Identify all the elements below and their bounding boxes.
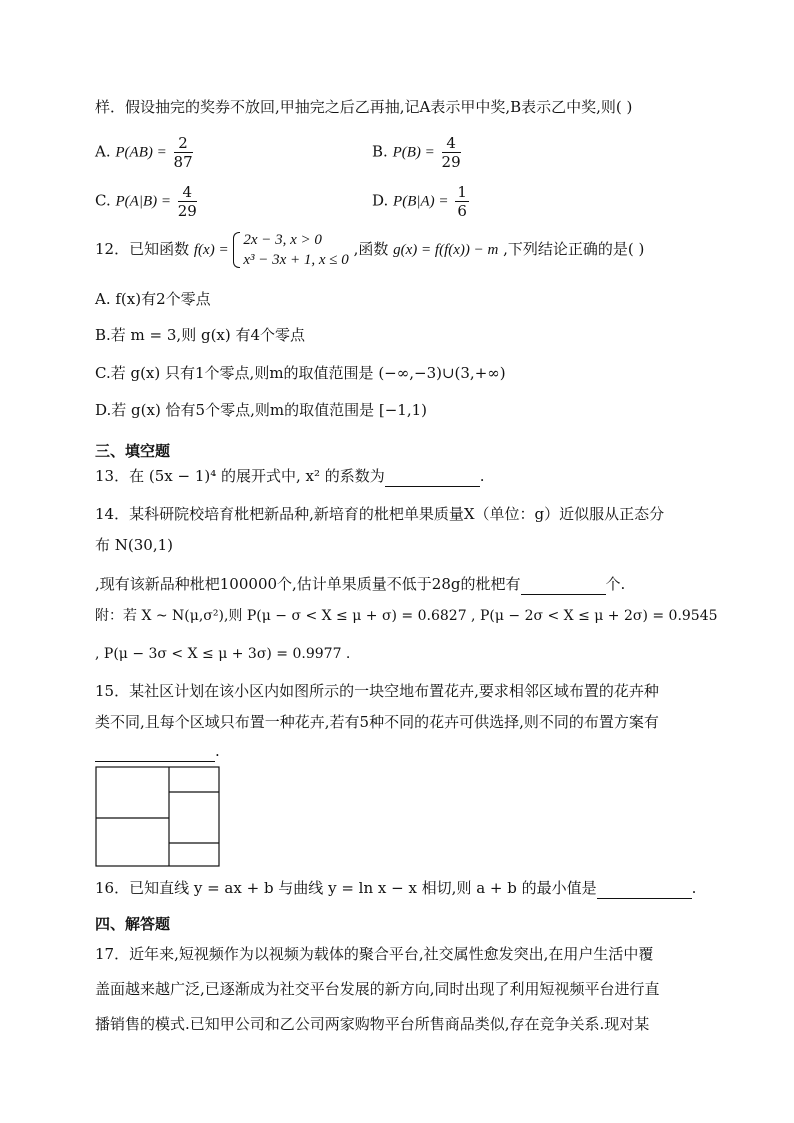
q12-prefix: 12．已知函数: [95, 240, 190, 258]
region-outline: [96, 767, 219, 866]
fraction: $\frac{4}{29}$: [177, 183, 197, 220]
option-expr: P(AB) =: [115, 144, 167, 161]
answer-blank: [95, 745, 215, 762]
q12-option-b: B.若 m = 3,则 g(x) 有4个零点: [95, 326, 306, 344]
q11-option-a: [95, 134, 195, 171]
section-heading-solve: 四、解答题: [95, 915, 171, 933]
q13: 13．在 (5x − 1)⁴ 的展开式中, x² 的系数为 .: [95, 467, 485, 485]
q14-line1: 14．某科研院校培育枇杷新品种,新培育的枇杷单果质量X（单位：g）近似服从正态分: [95, 505, 665, 523]
q17-line1: 17．近年来,短视频作为以视频为载体的聚合平台,社交属性愈发突出,在用户生活中覆: [95, 945, 654, 963]
piecewise-definition: 2x − 3, x > 0 x³ − 3x + 1, x ≤ 0: [233, 230, 348, 270]
answer-blank: [597, 882, 692, 899]
section-heading-fill-in: 三、填空题: [95, 442, 171, 460]
q17-line3: 播销售的模式.已知甲公司和乙公司两家购物平台所售商品类似,存在竞争关系.现对某: [95, 1015, 650, 1033]
region-diagram: [95, 766, 221, 868]
answer-blank: [385, 470, 480, 487]
q12-option-d: D.若 g(x) 恰有5个零点,则m的取值范围是 [−1,1): [95, 401, 427, 419]
answer-blank: [521, 578, 606, 595]
q11-option-c: [95, 183, 199, 220]
option-label: D.: [372, 191, 389, 210]
q12-suffix: ,下列结论正确的是( ): [503, 240, 645, 258]
q15-line2: 类不同,且每个区域只布置一种花卉,若有5种不同的花卉可供选择,则不同的布置方案有: [95, 713, 659, 731]
q11-stem: 样．假设抽完的奖券不放回,甲抽完之后乙再抽,记A表示甲中奖,B表示乙中奖,则( ): [95, 98, 633, 116]
q11-option-d: [372, 183, 471, 220]
q11-option-b: [372, 134, 463, 171]
option-expr: P(A|B) =: [115, 193, 171, 210]
q12-stem: [95, 230, 644, 270]
option-label: C.: [95, 191, 111, 210]
q15-line1: 15．某社区计划在该小区内如图所示的一块空地布置花卉,要求相邻区域布置的花卉种: [95, 682, 659, 700]
option-expr: P(B|A) =: [393, 193, 449, 210]
q14-line4: 附：若 X ~ N(μ,σ²),则 P(μ − σ < X ≤ μ + σ) = 0.6827 , P(μ − 2σ < X ≤ μ + 2σ) = 0.9545: [95, 608, 718, 624]
q12-option-a: A. f(x)有2个零点: [95, 290, 211, 308]
option-label: B.: [372, 142, 388, 161]
option-label: A.: [95, 142, 111, 161]
q17-line2: 盖面越来越广泛,已逐渐成为社交平台发展的新方向,同时出现了利用短视频平台进行直: [95, 980, 660, 998]
q12-option-c: C.若 g(x) 只有1个零点,则m的取值范围是 (−∞,−3)∪(3,+∞): [95, 364, 506, 382]
q15-line3: .: [95, 740, 220, 762]
q16: 16．已知直线 y = ax + b 与曲线 y = ln x − x 相切,则 a + b 的最小值是 .: [95, 879, 697, 897]
q14-line3: ,现有该新品种枇杷100000个,估计单果质量不低于28g的枇杷有 个.: [95, 575, 626, 593]
q14-line2: 布 N(30,1): [95, 536, 173, 554]
option-expr: P(B) =: [392, 144, 435, 161]
fraction: $\frac{4}{29}$: [441, 134, 461, 171]
q12-fx: f(x) =: [193, 242, 229, 258]
q14-line5: , P(μ − 3σ < X ≤ μ + 3σ) = 0.9977 .: [95, 646, 351, 662]
fraction: $\frac{1}{6}$: [457, 183, 467, 220]
q12-middle: ,函数: [353, 240, 389, 258]
q12-gx: g(x) = f(f(x)) − m: [393, 242, 499, 258]
fraction: $\frac{2}{87}$: [173, 134, 193, 171]
